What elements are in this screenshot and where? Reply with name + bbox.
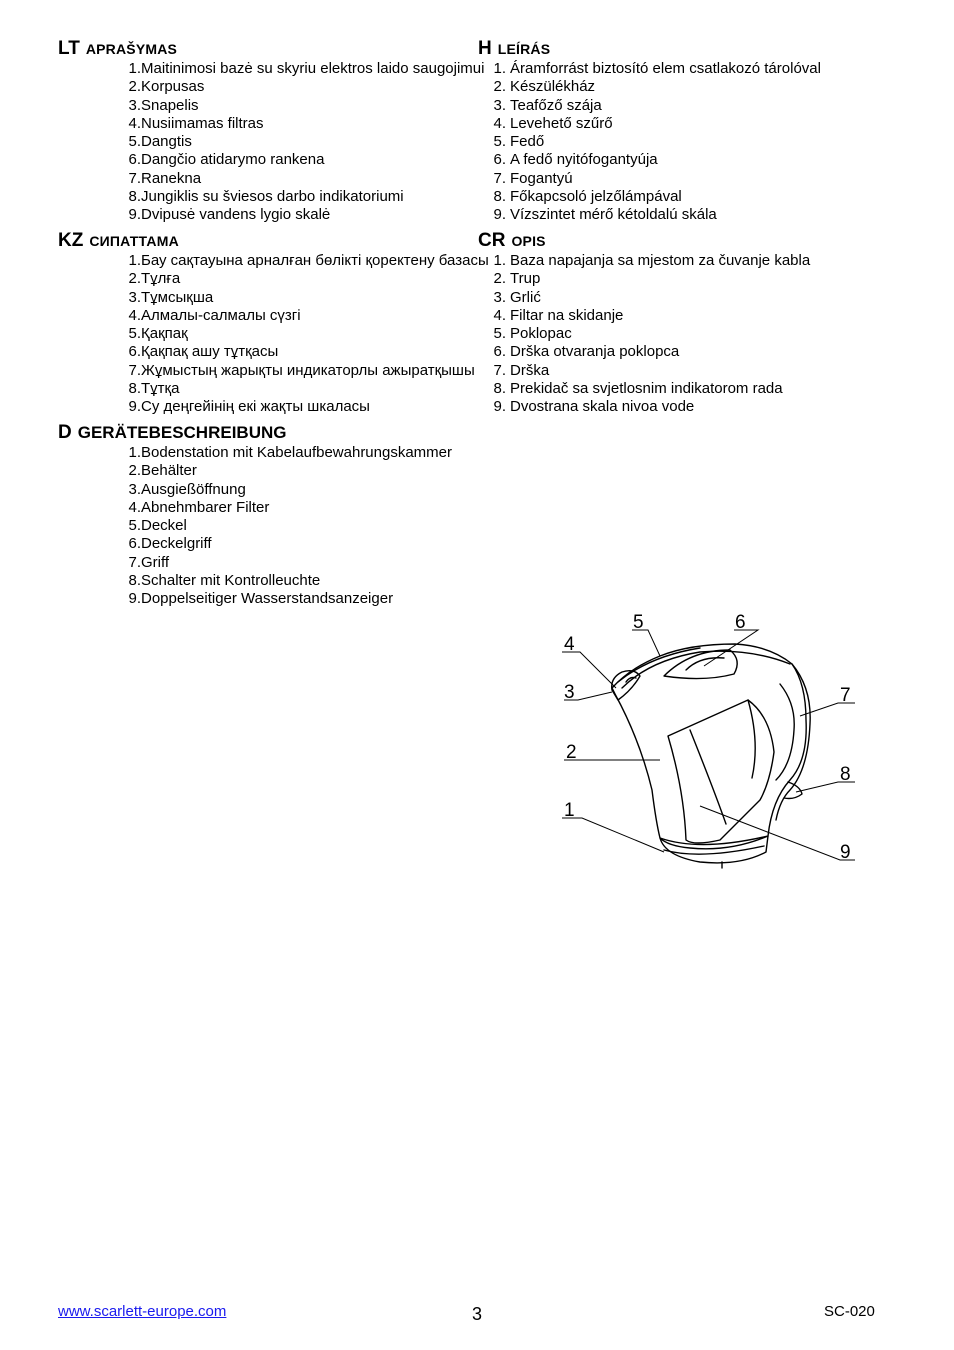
section-heading <box>58 38 484 60</box>
list-item: 2.Тұлға <box>128 270 181 288</box>
list-item: 6. A fedő nyitófogantyúja <box>493 151 658 169</box>
callout-5: 5 <box>633 612 644 633</box>
list-item: 3.Snapelis <box>128 96 199 114</box>
list-item: 1.Maitinimosi bazė su skyriu elektros laido saugojimui <box>128 60 485 77</box>
list-item: 3.Ausgießöffnung <box>128 480 246 498</box>
list-item: 7.Ranekna <box>128 169 202 187</box>
section-title: OPIS <box>511 233 546 249</box>
parts-list <box>58 252 489 417</box>
callout-8: 8 <box>840 764 851 785</box>
list-item: 9. Dvostrana skala nivoa vode <box>493 398 695 416</box>
list-item: 1. Áramforrást biztosító elem csatlakozó tárolóval <box>493 60 821 77</box>
water-window <box>668 700 774 843</box>
callout-3: 3 <box>564 682 575 703</box>
language-code: KZ <box>58 230 84 251</box>
list-item: 4.Nusiimamas filtras <box>128 114 264 132</box>
list-item: 9.Dvipusė vandens lygio skalė <box>128 206 331 224</box>
list-item: 6. Drška otvaranja poklopca <box>493 343 680 361</box>
list-item: 8.Schalter mit Kontrolleuchte <box>128 572 321 590</box>
website-link[interactable]: www.scarlett-europe.com <box>58 1303 227 1320</box>
model-number: SC-020 <box>824 1303 875 1320</box>
section-heading <box>58 230 489 252</box>
callout-6: 6 <box>735 612 746 633</box>
language-code: D <box>58 422 72 443</box>
list-item: 8. Főkapcsoló jelzőlámpával <box>493 188 682 206</box>
page-number: 3 <box>472 1304 483 1324</box>
section-title: СИПАТТАМА <box>89 233 179 249</box>
callout-9: 9 <box>840 842 851 863</box>
section-d <box>58 422 452 609</box>
parts-list <box>58 60 484 225</box>
section-cr <box>478 230 810 417</box>
list-item: 2.Behälter <box>128 462 197 480</box>
parts-list <box>478 60 821 225</box>
language-code: H <box>478 38 492 59</box>
list-item: 8. Prekidač sa svjetlosnim indikatorom rada <box>493 380 783 398</box>
list-item: 9.Doppelseitiger Wasserstandsanzeiger <box>128 590 394 608</box>
callout-1: 1 <box>564 800 575 821</box>
section-lt <box>58 38 484 225</box>
list-item: 9. Vízszintet mérő kétoldalú skála <box>493 206 717 224</box>
list-item: 6.Қақпақ ашу тұтқасы <box>128 343 279 361</box>
parts-list <box>58 444 452 609</box>
list-item: 3. Grlić <box>493 288 541 306</box>
section-heading <box>478 38 821 60</box>
list-item: 1.Бау сақтауына арналған бөлікті қоректену базасы <box>128 252 489 269</box>
list-item: 2.Korpusas <box>128 78 205 96</box>
language-code: CR <box>478 230 506 251</box>
list-item: 1. Baza napajanja sa mjestom za čuvanje kabla <box>493 252 811 269</box>
lid-handle <box>664 650 737 679</box>
list-item: 4. Levehető szűrő <box>493 114 613 132</box>
list-item: 2. Készülékház <box>493 78 596 96</box>
list-item: 6.Deckelgriff <box>128 535 212 553</box>
list-item: 7. Fogantyú <box>493 169 573 187</box>
callout-2: 2 <box>566 742 577 763</box>
language-code: LT <box>58 38 80 59</box>
list-item: 7.Жұмыстың жарықты индикаторлы ажыратқышы <box>128 361 475 379</box>
list-item: 5.Dangtis <box>128 133 192 151</box>
list-item: 6.Dangčio atidarymo rankena <box>128 151 325 169</box>
section-h <box>478 38 821 225</box>
section-title: GERÄTEBESCHREIBUNG <box>77 423 287 442</box>
list-item: 4.Алмалы-салмалы сүзгі <box>128 306 301 324</box>
list-item: 2. Trup <box>493 270 541 288</box>
list-item: 5. Poklopac <box>493 325 572 343</box>
section-title: LEÍRÁS <box>497 41 551 57</box>
callout-4: 4 <box>564 634 575 655</box>
list-item: 5.Deckel <box>128 517 187 535</box>
list-item: 8.Jungiklis su šviesos darbo indikatoriumi <box>128 188 404 206</box>
list-item: 7.Griff <box>128 553 170 571</box>
section-kz <box>58 230 489 417</box>
callout-7: 7 <box>840 685 851 706</box>
list-item: 9.Су деңгейінің екі жақты шкаласы <box>128 398 370 416</box>
list-item: 7. Drška <box>493 361 550 379</box>
section-heading <box>478 230 810 252</box>
list-item: 8.Тұтқа <box>128 380 180 398</box>
list-item: 4.Abnehmbarer Filter <box>128 498 270 516</box>
kettle-diagram <box>550 600 870 890</box>
list-item: 5.Қақпақ <box>128 325 188 343</box>
parts-list <box>478 252 810 417</box>
section-title: APRAŠYMAS <box>85 41 178 57</box>
section-heading <box>58 422 452 444</box>
list-item: 5. Fedő <box>493 133 545 151</box>
list-item: 1.Bodenstation mit Kabelaufbewahrungskammer <box>128 444 453 461</box>
list-item: 3.Тұмсықша <box>128 288 214 306</box>
kettle-lid <box>622 651 790 688</box>
list-item: 3. Teafőző szája <box>493 96 602 114</box>
list-item: 4. Filtar na skidanje <box>493 306 624 324</box>
